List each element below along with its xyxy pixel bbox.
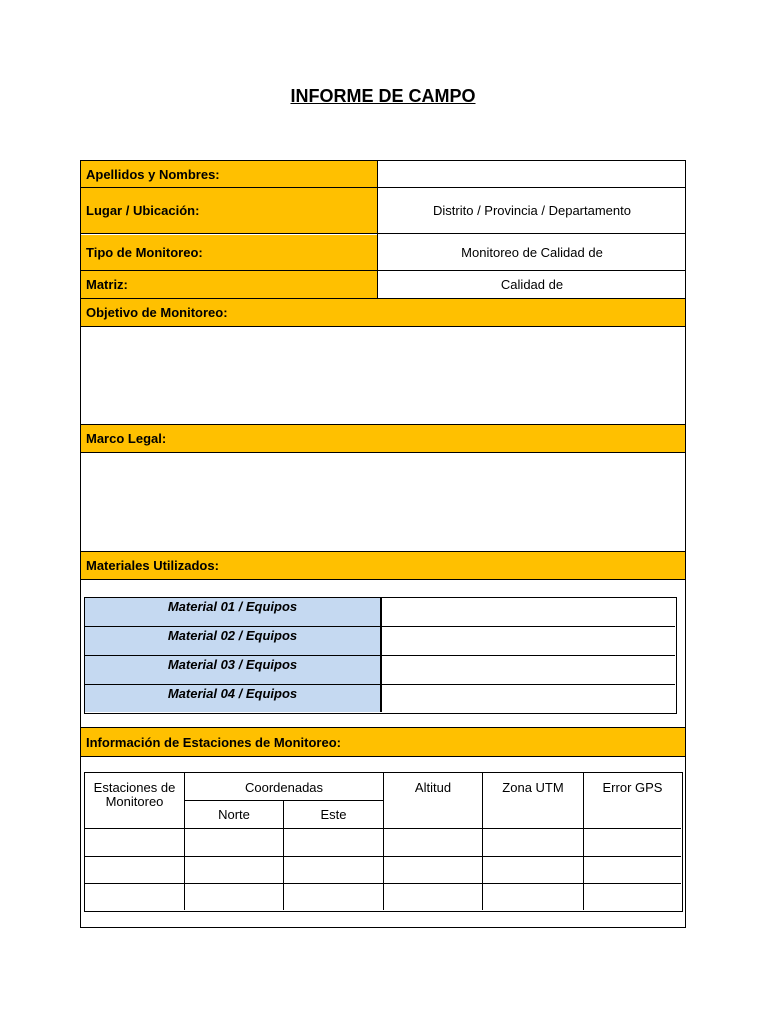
estaciones-header: Información de Estaciones de Monitoreo: (81, 728, 685, 756)
col-zona-utm: Zona UTM (502, 780, 564, 795)
materials-table (84, 597, 677, 714)
lugar-label: Lugar / Ubicación: (81, 188, 378, 233)
apellidos-label: Apellidos y Nombres: (81, 161, 378, 188)
material-label-4: Material 04 / Equipos (85, 685, 380, 712)
col-norte: Norte (218, 807, 250, 822)
objetivo-area[interactable] (81, 327, 685, 424)
tipo-label: Tipo de Monitoreo: (81, 235, 378, 270)
material-value-3[interactable] (382, 656, 675, 684)
col-estaciones: Estaciones de Monitoreo (93, 780, 176, 809)
col-coordenadas: Coordenadas (244, 780, 324, 795)
matriz-label: Matriz: (81, 271, 378, 298)
lugar-field[interactable]: Distrito / Provincia / Departamento (433, 203, 631, 218)
material-label-3: Material 03 / Equipos (85, 656, 380, 684)
apellidos-field[interactable] (379, 161, 685, 188)
objetivo-header: Objetivo de Monitoreo: (81, 299, 685, 326)
matriz-field[interactable]: Calidad de (500, 277, 564, 292)
col-error-gps: Error GPS (602, 780, 663, 795)
col-altitud: Altitud (414, 780, 452, 795)
tipo-field[interactable]: Monitoreo de Calidad de (461, 245, 603, 260)
marco-legal-area[interactable] (81, 453, 685, 551)
marco-legal-header: Marco Legal: (81, 425, 685, 452)
material-label-1: Material 01 / Equipos (85, 598, 380, 626)
col-este: Este (320, 807, 347, 822)
material-value-1[interactable] (382, 598, 675, 626)
material-label-2: Material 02 / Equipos (85, 627, 380, 655)
material-value-2[interactable] (382, 627, 675, 655)
materiales-header: Materiales Utilizados: (81, 552, 685, 579)
stations-table (84, 772, 683, 912)
page-title: INFORME DE CAMPO (290, 86, 476, 106)
material-value-4[interactable] (382, 685, 675, 712)
